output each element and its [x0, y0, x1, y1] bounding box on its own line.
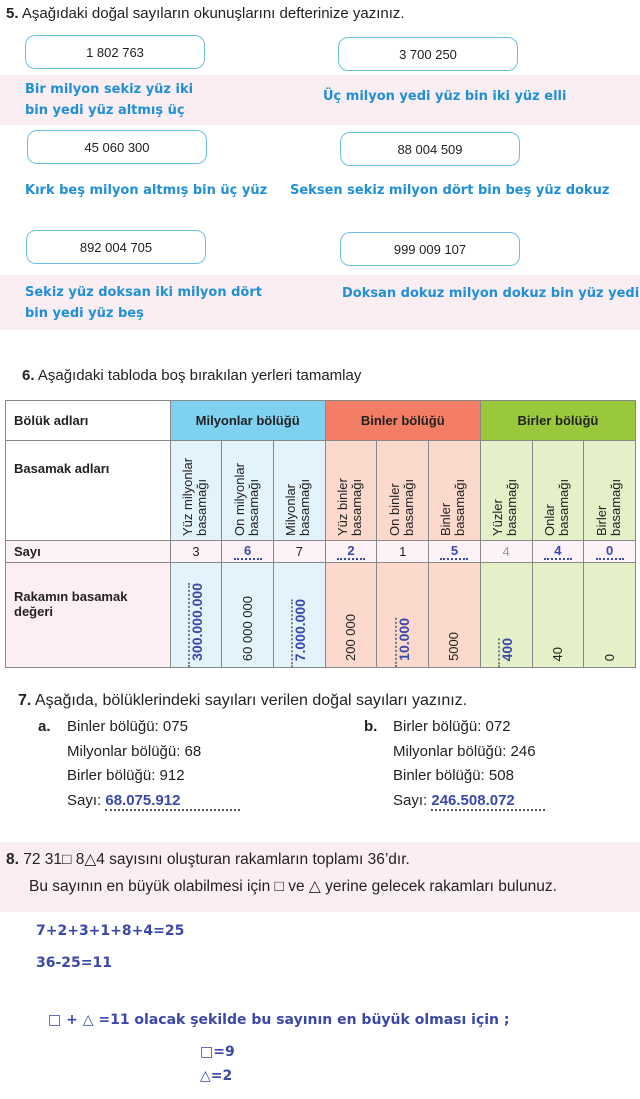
q7b	[364, 715, 536, 809]
digit-answer: 4	[544, 543, 572, 560]
value-cell	[584, 563, 636, 668]
work-line: □=9	[200, 1044, 235, 1060]
digit-cell	[584, 541, 636, 563]
place-value: 200 000	[343, 614, 359, 661]
q7a	[38, 715, 202, 809]
place-name-cell	[377, 441, 429, 541]
value-cell	[170, 563, 222, 668]
place-name-cell	[222, 441, 274, 541]
q7b-line: Binler bölüğü: 508	[393, 767, 514, 784]
answer-text: Sekiz yüz doksan iki milyon dört bin yedi yüz beş	[25, 285, 262, 321]
digit-cell	[480, 541, 532, 563]
place-name: Birler basamağı	[593, 478, 623, 536]
q7a-answer: 68.075.912	[105, 792, 240, 811]
q5-number: 5.	[6, 5, 19, 22]
value-cell	[274, 563, 326, 668]
sayi-label: Sayı:	[393, 791, 428, 809]
place-name-cell	[429, 441, 481, 541]
place-name: Binler basamağı	[438, 478, 468, 536]
q7b-answer: 246.508.072	[431, 792, 544, 811]
work-line: △=2	[200, 1068, 233, 1084]
digit-cell	[170, 541, 222, 563]
row-label: Bölük adları	[6, 401, 171, 441]
place-name: Yüz milyonlar basamağı	[179, 457, 209, 536]
digit-cell	[274, 541, 326, 563]
q6-text: Aşağıdaki tabloda boş bırakılan yerleri tamamlay	[37, 367, 362, 384]
place-name: Yüz binler basamağı	[335, 477, 365, 536]
place-name: Yüzler basamağı	[490, 478, 520, 536]
q6-number: 6.	[22, 367, 35, 384]
number-box: 3 700 250	[338, 37, 518, 71]
place-value: 5000	[446, 632, 462, 661]
digit-cell	[325, 541, 377, 563]
q7a-line: Binler bölüğü: 075	[67, 718, 188, 735]
q5-text: Aşağıdaki doğal sayıların okunuşlarını defterinize yazınız.	[21, 5, 405, 22]
value-cell	[480, 563, 532, 668]
digit-answer: 2	[337, 543, 365, 560]
value-cell	[377, 563, 429, 668]
place-name-cell	[584, 441, 636, 541]
digit: 1	[399, 544, 407, 559]
q7b-line: Milyonlar bölüğü: 246	[393, 742, 536, 760]
digit: 7	[295, 544, 303, 559]
q7a-line: Birler bölüğü: 912	[67, 767, 185, 784]
digit: 3	[192, 544, 200, 559]
q7b-label: b.	[364, 718, 378, 735]
work-line: □ + △ =11 olacak şekilde bu sayının en büyük olması için ;	[48, 1012, 510, 1028]
place-value-table	[5, 400, 636, 668]
place-value: 40	[549, 646, 565, 661]
row-label: Basamak adları	[6, 441, 171, 541]
value-cell	[532, 563, 584, 668]
group-header: Binler bölüğü	[325, 401, 480, 441]
row-label: Rakamın basamak değeri	[6, 563, 171, 668]
sayi-label: Sayı:	[67, 791, 102, 809]
q8-number: 8.	[6, 851, 19, 868]
answer-text: Doksan dokuz milyon dokuz bin yüz yedi	[342, 286, 640, 301]
answer-text: Kırk beş milyon altmış bin üç yüz	[25, 183, 268, 198]
place-value: 300.000.000	[188, 583, 204, 667]
group-header: Milyonlar bölüğü	[170, 401, 325, 441]
number-box: 1 802 763	[25, 35, 205, 69]
place-name: On milyonlar basamağı	[231, 462, 261, 536]
q7-number: 7.	[18, 692, 32, 709]
work-line: 7+2+3+1+8+4=25	[36, 923, 185, 939]
value-cell	[222, 563, 274, 668]
place-value: 60 000 000	[239, 595, 255, 661]
number-box: 999 009 107	[340, 232, 520, 266]
q5-prompt	[6, 5, 405, 22]
digit-cell	[429, 541, 481, 563]
group-header: Birler bölüğü	[480, 401, 635, 441]
digit-answer: 0	[596, 543, 624, 560]
value-cell	[429, 563, 481, 668]
q7-text: Aşağıda, bölüklerindeki sayıları verilen doğal sayıları yazınız.	[34, 692, 468, 709]
answer-text: Üç milyon yedi yüz bin iki yüz elli	[323, 89, 567, 104]
digit-cell	[377, 541, 429, 563]
digit: 4	[502, 544, 510, 559]
number-box: 892 004 705	[26, 230, 206, 264]
answer-text: Bir milyon sekiz yüz iki bin yedi yüz altmış üç	[25, 82, 194, 118]
place-value: 7.000.000	[291, 599, 307, 667]
place-value: 400	[498, 638, 514, 667]
digit-cell	[222, 541, 274, 563]
work-line: 36-25=11	[36, 955, 112, 971]
place-name-cell	[170, 441, 222, 541]
q7a-label: a.	[38, 718, 51, 735]
place-name-cell	[325, 441, 377, 541]
q8-prompt	[6, 850, 410, 869]
value-cell	[325, 563, 377, 668]
q7-prompt	[18, 692, 467, 710]
q7a-line: Milyonlar bölüğü: 68	[67, 742, 202, 760]
place-name-cell	[274, 441, 326, 541]
number-box: 88 004 509	[340, 132, 520, 166]
place-value: 10.000	[395, 618, 411, 667]
place-name: Onlar basamağı	[541, 478, 571, 536]
place-name: On binler basamağı	[386, 478, 416, 536]
digit-answer: 6	[234, 543, 262, 560]
answer-text: Seksen sekiz milyon dört bin beş yüz dokuz	[290, 183, 610, 198]
place-name-cell	[532, 441, 584, 541]
q6-prompt	[22, 367, 361, 384]
digit-cell	[532, 541, 584, 563]
place-name: Milyonlar basamağı	[283, 478, 313, 536]
q8-text1: 72 31□ 8△4 sayısını oluşturan rakamların toplamı 36’dır.	[23, 851, 410, 868]
place-value: 0	[601, 653, 617, 661]
q7b-line: Birler bölüğü: 072	[393, 718, 511, 735]
digit-answer: 5	[440, 543, 468, 560]
place-name-cell	[480, 441, 532, 541]
q8-text2: Bu sayının en büyük olabilmesi için □ ve △ yerine gelecek rakamları bulunuz.	[29, 878, 557, 895]
row-label: Sayı	[6, 541, 171, 563]
number-box: 45 060 300	[27, 130, 207, 164]
